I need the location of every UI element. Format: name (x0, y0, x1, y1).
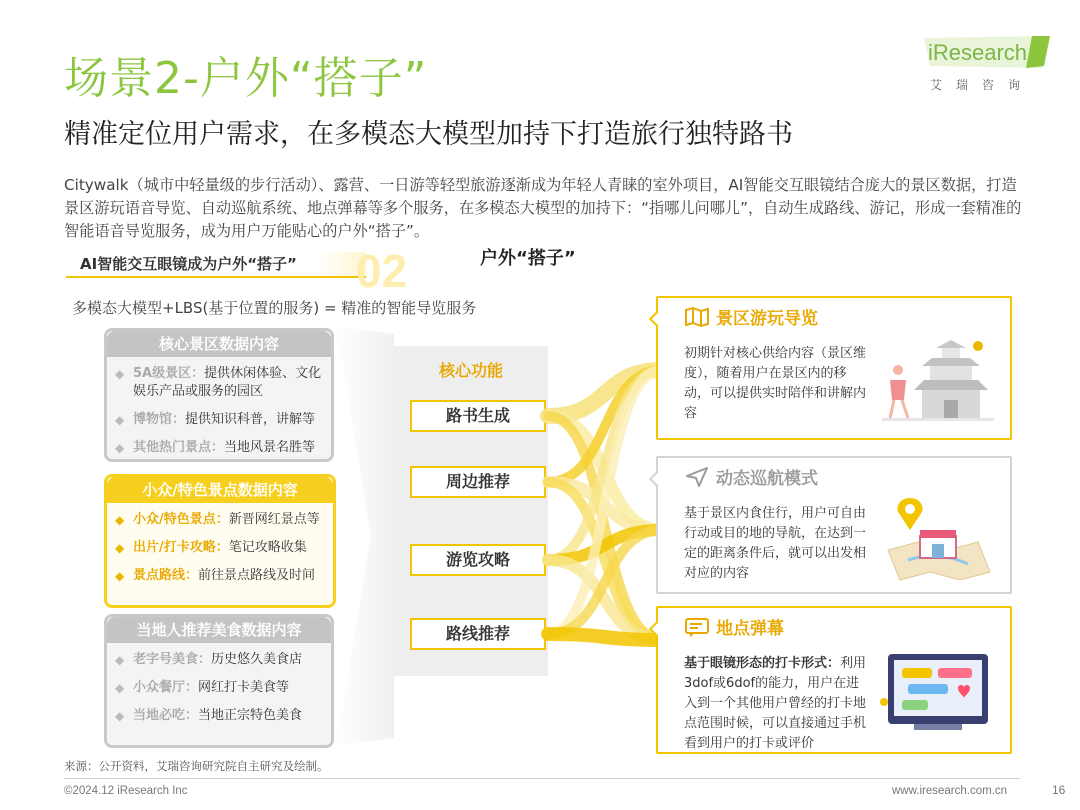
iresearch-logo (924, 36, 1050, 94)
feature-card-cruise-mode (656, 456, 1012, 594)
card-title: 地点弹幕 (716, 619, 784, 639)
page-number: 16 (1052, 783, 1066, 797)
core-item: 游览攻略 (410, 544, 546, 576)
source-item-text: 笔记攻略收集 (228, 540, 307, 555)
core-item: 路线推荐 (410, 618, 546, 650)
source-item (115, 679, 325, 697)
card-body (684, 344, 870, 424)
source-item-text: 前往景点路线及时间 (198, 568, 316, 583)
source-box-title: 核心景区数据内容 (107, 331, 331, 357)
page-subtitle: 精准定位用户需求，在多模态大模型加持下打造旅行独特路书 (64, 119, 793, 150)
outdoor-title: 户外“搭子” (480, 248, 576, 269)
source-item-text: 当地正宗特色美食 (198, 708, 303, 723)
source-item (115, 511, 327, 529)
logo-brand-text: iResearch (928, 40, 1028, 65)
source-item (115, 539, 327, 557)
source-box-title: 当地人推荐美食数据内容 (107, 617, 331, 643)
source-item-text: 历史悠久美食店 (211, 652, 303, 667)
source-item-text: 提供休闲体验、文化娱乐产品或服务的园区 (133, 366, 322, 399)
source-item-text: 网红打卡美食等 (198, 680, 290, 695)
map-icon (684, 306, 710, 328)
intro-paragraph: Citywalk（城市中轻量级的步行活动）、露营、一日游等轻型旅游逐渐成为年轻人青睐的室外项目，AI智能交互眼镜结合庞大的景区数据，打造景区游玩语音导览、自动巡航系统、地点弹幕等多个服务，在多模态大模型的加持下：“指哪儿问哪儿”，自动生成路线、游记，形成一套精准的智能语音导览服务，成为用户万能贴心的户外“搭子”。 (64, 176, 1022, 240)
screen-checkin-illustration (878, 640, 998, 736)
source-item (115, 411, 325, 429)
source-item-key: 景点路线： (133, 568, 199, 583)
source-item-text: 提供知识科普，讲解等 (185, 412, 316, 427)
card-body (684, 654, 870, 754)
diamond-bullet-icon: ◆ (115, 569, 125, 583)
page-title: 场景2-户外“搭子” (64, 53, 428, 104)
core-item: 路书生成 (410, 400, 546, 432)
source-item-key: 小众/特色景点： (133, 512, 229, 527)
card-body (684, 504, 870, 584)
section-label: AI智能交互眼镜成为户外“搭子” (66, 252, 366, 278)
source-item (115, 365, 325, 401)
source-item-key: 小众餐厅： (133, 680, 199, 695)
diamond-bullet-icon: ◆ (115, 441, 125, 455)
source-item (115, 651, 325, 669)
formula-text: 多模态大模型+LBS(基于位置的服务) = 精准的智能导览服务 (72, 299, 477, 317)
source-item-key: 出片/打卡攻略： (133, 540, 229, 555)
card-title: 动态巡航模式 (716, 469, 818, 489)
navigation-arrow-icon (684, 466, 710, 488)
website: www.iresearch.com.cn (892, 785, 1008, 797)
source-box-title: 小众/特色景点数据内容 (107, 477, 333, 503)
diamond-bullet-icon: ◆ (115, 413, 125, 427)
card-body-text: 基于景区内食住行，用户可自由行动或目的地的导航，在达到一定的距离条件后，就可以出发相对应的内容 (684, 506, 867, 581)
footer-divider (64, 778, 1020, 779)
source-item-key: 5A级景区： (133, 366, 205, 381)
card-notch (649, 312, 663, 326)
source-item-key: 当地必吃： (133, 708, 199, 723)
flow-connectors (540, 340, 670, 690)
source-item-key: 老字号美食： (133, 652, 212, 667)
card-body-text: 利用3dof或6dof的能力，用户在进入到一个其他用户曾经的打卡地点范围时候，可以直接通过手机看到用户的打卡或评价 (684, 656, 867, 751)
diamond-bullet-icon: ◆ (115, 513, 125, 527)
source-item-key: 其他热门景点： (133, 440, 225, 455)
source-item-text: 当地风景名胜等 (224, 440, 316, 455)
core-title: 核心功能 (438, 361, 503, 380)
card-body-bold: 基于眼镜形态的打卡形式： (684, 656, 841, 671)
diamond-bullet-icon: ◆ (115, 367, 125, 381)
chat-bubble-icon (684, 616, 710, 638)
core-item: 周边推荐 (410, 466, 546, 498)
card-body-text: 初期针对核心供给内容（景区维度），随着用户在景区内的移动，可以提供实时陪伴和讲解内容 (684, 346, 867, 421)
source-note: 来源：公开资料，艾瑞咨询研究院自主研究及绘制。 (64, 759, 329, 773)
diamond-bullet-icon: ◆ (115, 653, 125, 667)
pagoda-tourist-illustration (878, 330, 998, 426)
source-item-text: 新晋网红景点等 (228, 512, 320, 527)
diamond-bullet-icon: ◆ (115, 681, 125, 695)
source-item (115, 439, 325, 457)
source-item-key: 博物馆： (133, 412, 186, 427)
merge-arrow-band (336, 326, 394, 746)
feature-card-location-danmaku (656, 606, 1012, 754)
copyright: ©2024.12 iResearch Inc (64, 785, 188, 797)
source-box-core-scenic (104, 328, 334, 462)
source-box-niche-spots (104, 474, 336, 608)
feature-card-scenic-guide (656, 296, 1012, 440)
card-title: 景区游玩导览 (716, 309, 818, 329)
source-box-local-food (104, 614, 334, 748)
section-number: 02 (356, 245, 408, 297)
source-item (115, 707, 325, 725)
diamond-bullet-icon: ◆ (115, 709, 125, 723)
logo-cn-text: 艾瑞咨询 (930, 78, 1035, 92)
diamond-bullet-icon: ◆ (115, 541, 125, 555)
source-item (115, 567, 327, 585)
map-pin-store-illustration (878, 490, 998, 586)
